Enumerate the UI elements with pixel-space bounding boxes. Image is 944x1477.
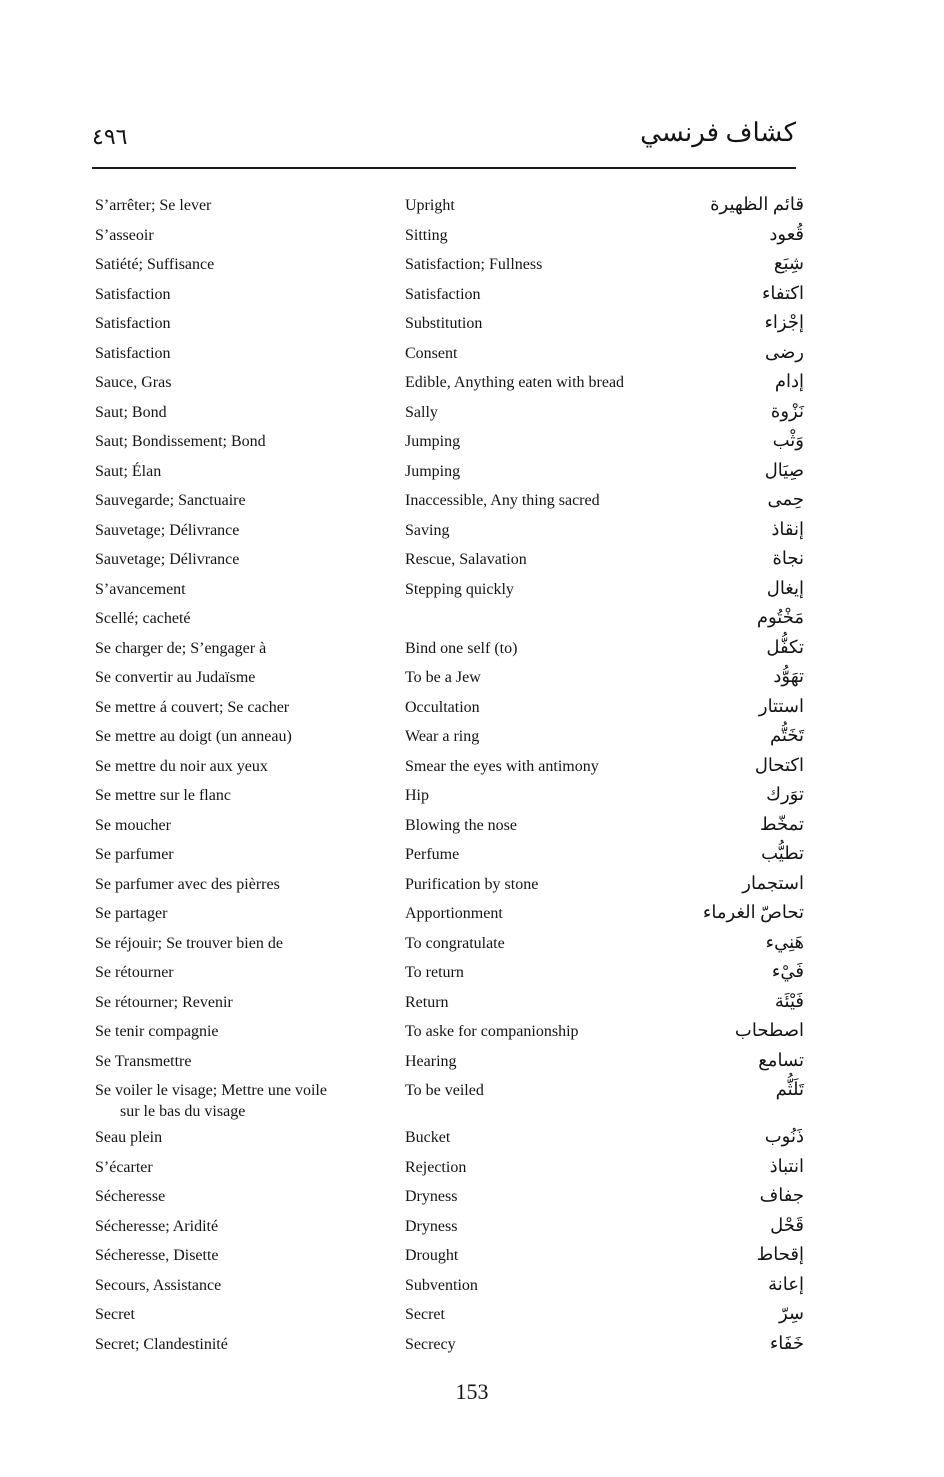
english-term: Satisfaction	[405, 285, 481, 303]
french-term-text: Se parfumer	[95, 846, 174, 863]
arabic-term: توَرك	[766, 784, 804, 804]
french-term-text: Se mettre á couvert; Se cacher	[95, 698, 290, 716]
dictionary-entry	[0, 1298, 944, 1328]
english-term: Consent	[405, 344, 458, 362]
arabic-term: استجمار	[742, 872, 804, 893]
french-term	[95, 1157, 385, 1178]
french-term	[95, 520, 385, 541]
french-term-text: Sécheresse, Disette	[95, 1247, 219, 1264]
dictionary-entry	[0, 1015, 944, 1045]
french-term-text: Se mettre au doigt (un anneau)	[95, 728, 292, 745]
french-term-text: Seau plein	[95, 1129, 163, 1146]
dictionary-entry	[0, 248, 944, 278]
french-term	[95, 1186, 385, 1207]
dictionary-entry	[0, 307, 944, 337]
french-term	[95, 1051, 385, 1072]
dictionary-entry	[0, 750, 944, 780]
french-term-text: Saut; Bond	[95, 403, 167, 421]
english-term: To be veiled	[405, 1082, 484, 1099]
english-term: Bind one self (to)	[405, 639, 518, 657]
english-term: To be a Jew	[405, 669, 481, 686]
header-divider	[92, 167, 796, 169]
dictionary-entry	[0, 868, 944, 898]
arabic-term: تَخَتُّم	[769, 725, 804, 745]
arabic-term: شِبَع	[773, 253, 804, 273]
french-term-text: Sécheresse; Aridité	[95, 1217, 219, 1235]
french-term-text: Sauvetage; Délivrance	[95, 521, 240, 539]
english-term: Saving	[405, 521, 450, 539]
french-term	[95, 372, 385, 393]
french-term	[95, 431, 385, 452]
english-term: Perfume	[405, 846, 460, 863]
french-term	[95, 254, 385, 275]
english-term: Edible, Anything eaten with bread	[405, 374, 625, 391]
french-term-text: Se partager	[95, 905, 168, 922]
dictionary-entry	[0, 720, 944, 750]
french-term	[95, 461, 385, 482]
dictionary-entry	[0, 278, 944, 308]
french-term-text: Secret	[95, 1306, 135, 1323]
french-term-text: S’arrêter; Se lever	[95, 197, 212, 214]
french-term	[95, 844, 385, 865]
french-term-text: Saut; Élan	[95, 462, 162, 480]
arabic-term: تهَوُّد	[773, 666, 804, 686]
french-term	[95, 579, 385, 600]
arabic-term: نجاة	[772, 548, 804, 568]
arabic-term: قائم الظهيرة	[710, 194, 804, 214]
french-term	[95, 1304, 385, 1325]
dictionary-entry	[0, 425, 944, 455]
french-term-text: Se mettre sur le flanc	[95, 787, 231, 804]
french-term	[95, 549, 385, 570]
english-term: Blowing the nose	[405, 816, 517, 834]
english-term: Wear a ring	[405, 728, 480, 745]
english-term: Occultation	[405, 698, 480, 716]
french-term-text: Satisfaction	[95, 344, 171, 362]
french-term	[95, 992, 385, 1013]
french-term-continuation: sur le bas du visage	[120, 1103, 246, 1120]
english-term: Bucket	[405, 1129, 451, 1146]
arabic-term: استتار	[758, 695, 804, 716]
french-term-text: Satisfaction	[95, 315, 171, 332]
arabic-term: إقحاط	[756, 1244, 804, 1264]
arabic-term: تمخّط	[759, 813, 804, 834]
arabic-term: هَنِيء	[765, 931, 804, 952]
arabic-term: اصطحاب	[734, 1020, 804, 1040]
french-term-text: Se tenir compagnie	[95, 1023, 219, 1040]
dictionary-entry	[0, 691, 944, 721]
french-term	[95, 1216, 385, 1237]
french-term-text: Se voiler le visage; Mettre une voile	[95, 1082, 327, 1099]
french-term	[95, 313, 385, 334]
french-term-text: S’avancement	[95, 580, 186, 598]
arabic-term: تسامع	[758, 1049, 804, 1070]
english-term: Stepping quickly	[405, 580, 514, 598]
french-term	[95, 1245, 385, 1266]
french-term-text: Secours, Assistance	[95, 1276, 222, 1294]
arabic-term: قَحْل	[770, 1214, 804, 1235]
english-term: Substitution	[405, 315, 483, 332]
dictionary-entry	[0, 632, 944, 662]
french-term-text: Sauvetage; Délivrance	[95, 551, 240, 568]
arabic-term: سِرّ	[778, 1303, 804, 1323]
english-term: Subvention	[405, 1276, 478, 1294]
french-term	[95, 1275, 385, 1296]
english-term: Hearing	[405, 1052, 457, 1070]
arabic-term: ذَنُوب	[764, 1126, 804, 1146]
french-term	[95, 195, 385, 216]
french-term-text: S’écarter	[95, 1158, 153, 1176]
french-term-text: Satisfaction	[95, 285, 171, 303]
dictionary-entry	[0, 366, 944, 396]
dictionary-entries	[0, 189, 944, 1357]
page-number: 153	[455, 1379, 489, 1404]
english-term: Smear the eyes with antimony	[405, 757, 599, 775]
english-term: Satisfaction; Fullness	[405, 256, 543, 273]
dictionary-entry	[0, 809, 944, 839]
english-term: Hip	[405, 787, 429, 804]
english-term: Apportionment	[405, 905, 503, 922]
dictionary-entry	[0, 514, 944, 544]
french-term	[95, 1334, 385, 1355]
english-term: Dryness	[405, 1217, 458, 1235]
french-term	[95, 726, 385, 747]
french-term	[95, 962, 385, 983]
dictionary-entry	[0, 897, 944, 927]
arabic-term: رضى	[765, 341, 804, 362]
arabic-term: خَفَاء	[769, 1332, 804, 1353]
french-term	[95, 756, 385, 777]
arabic-term: انتباذ	[769, 1155, 804, 1176]
arabic-term: حِمى	[767, 489, 804, 509]
french-term	[95, 933, 385, 954]
arabic-term: إدام	[774, 371, 804, 391]
arabic-term: فَيْء	[771, 961, 804, 981]
french-term	[95, 343, 385, 364]
arabic-term: قُعود	[769, 223, 804, 244]
english-term: To congratulate	[405, 934, 505, 952]
arabic-term: إنقاذ	[771, 518, 804, 539]
arabic-term: اكتحال	[754, 754, 804, 775]
english-term: Drought	[405, 1247, 459, 1264]
english-term: Purification by stone	[405, 875, 539, 893]
arabic-term: تطيُّب	[761, 843, 804, 863]
arabic-term: نَزْوة	[770, 400, 804, 421]
dictionary-entry	[0, 602, 944, 632]
french-term-text: Se Transmettre	[95, 1052, 192, 1070]
arabic-term: مَخْتُوم	[756, 607, 804, 627]
arabic-term: تَلَثُّم	[775, 1079, 804, 1099]
french-term	[95, 1127, 385, 1148]
french-term-text: Se charger de; S’engager à	[95, 639, 267, 657]
french-term	[95, 1021, 385, 1042]
french-term-text: Se rétourner; Revenir	[95, 993, 233, 1011]
french-term	[95, 1080, 385, 1122]
arabic-term: إجْزاء	[764, 312, 804, 332]
dictionary-entry	[0, 1210, 944, 1240]
dictionary-entry	[0, 838, 944, 868]
english-term: Secret	[405, 1306, 445, 1323]
french-term	[95, 815, 385, 836]
french-term	[95, 697, 385, 718]
dictionary-entry	[0, 1180, 944, 1210]
french-term-text: Se moucher	[95, 816, 171, 834]
arabic-term: صِيَال	[764, 459, 804, 480]
french-term-text: Se réjouir; Se trouver bien de	[95, 934, 283, 952]
dictionary-entry	[0, 986, 944, 1016]
dictionary-entry	[0, 484, 944, 514]
english-term: Dryness	[405, 1188, 458, 1205]
french-term	[95, 284, 385, 305]
english-term: Return	[405, 993, 449, 1011]
french-term	[95, 225, 385, 246]
dictionary-entry	[0, 1151, 944, 1181]
english-term: Jumping	[405, 462, 461, 480]
english-term: Upright	[405, 197, 455, 214]
arabic-term: وَثْب	[772, 430, 804, 450]
arabic-term: فَيْئَة	[774, 990, 804, 1011]
arabic-term: إيغال	[766, 577, 804, 598]
french-term-text: Se mettre du noir aux yeux	[95, 757, 268, 775]
dictionary-entry	[0, 219, 944, 249]
french-term-text: Sauce, Gras	[95, 374, 172, 391]
arabic-term: تكفُّل	[766, 636, 804, 657]
french-term-text: Saut; Bondissement; Bond	[95, 433, 266, 450]
page-number-arabic: ٤٩٦	[92, 124, 128, 149]
page-header	[92, 118, 796, 164]
dictionary-entry	[0, 1239, 944, 1269]
arabic-term: اكتفاء	[761, 282, 804, 303]
arabic-term: تحاصّ الغرماء	[702, 902, 804, 922]
english-term: Sally	[405, 403, 438, 421]
french-term	[95, 667, 385, 688]
dictionary-entry	[0, 779, 944, 809]
dictionary-entry	[0, 396, 944, 426]
french-term-text: Sauvegarde; Sanctuaire	[95, 492, 246, 509]
dictionary-entry	[0, 661, 944, 691]
french-term-text: Se parfumer avec des pièrres	[95, 875, 280, 893]
french-term	[95, 608, 385, 629]
english-term: Rescue, Salavation	[405, 551, 527, 568]
dictionary-entry	[0, 956, 944, 986]
french-term-text: Se convertir au Judaïsme	[95, 669, 256, 686]
french-term-text: Scellé; cacheté	[95, 610, 191, 627]
dictionary-entry	[0, 337, 944, 367]
arabic-term: جفاف	[759, 1185, 804, 1205]
dictionary-entry	[0, 1269, 944, 1299]
french-term-text: Se rétourner	[95, 964, 174, 981]
english-term: Sitting	[405, 226, 448, 244]
french-term-text: Secret; Clandestinité	[95, 1335, 228, 1353]
dictionary-entry	[0, 189, 944, 219]
french-term	[95, 903, 385, 924]
english-term: Secrecy	[405, 1335, 456, 1353]
dictionary-entry	[0, 1045, 944, 1075]
french-term	[95, 402, 385, 423]
dictionary-entry	[0, 1328, 944, 1358]
french-term	[95, 874, 385, 895]
french-term-text: Satiété; Suffisance	[95, 256, 215, 273]
french-term-text: S’asseoir	[95, 226, 154, 244]
dictionary-entry	[0, 543, 944, 573]
english-term: To aske for companionship	[405, 1023, 579, 1040]
page-title: كشاف فرنسي	[640, 118, 796, 147]
english-term: Jumping	[405, 433, 461, 450]
dictionary-entry	[0, 455, 944, 485]
french-term-text: Sécheresse	[95, 1188, 166, 1205]
dictionary-entry	[0, 927, 944, 957]
french-term	[95, 638, 385, 659]
dictionary-entry	[0, 1121, 944, 1151]
french-term	[95, 785, 385, 806]
french-term	[95, 490, 385, 511]
dictionary-entry	[0, 1074, 944, 1121]
english-term: Inaccessible, Any thing sacred	[405, 492, 600, 509]
english-term: Rejection	[405, 1158, 467, 1176]
arabic-term: إعانة	[768, 1273, 804, 1294]
dictionary-entry	[0, 573, 944, 603]
english-term: To return	[405, 964, 464, 981]
